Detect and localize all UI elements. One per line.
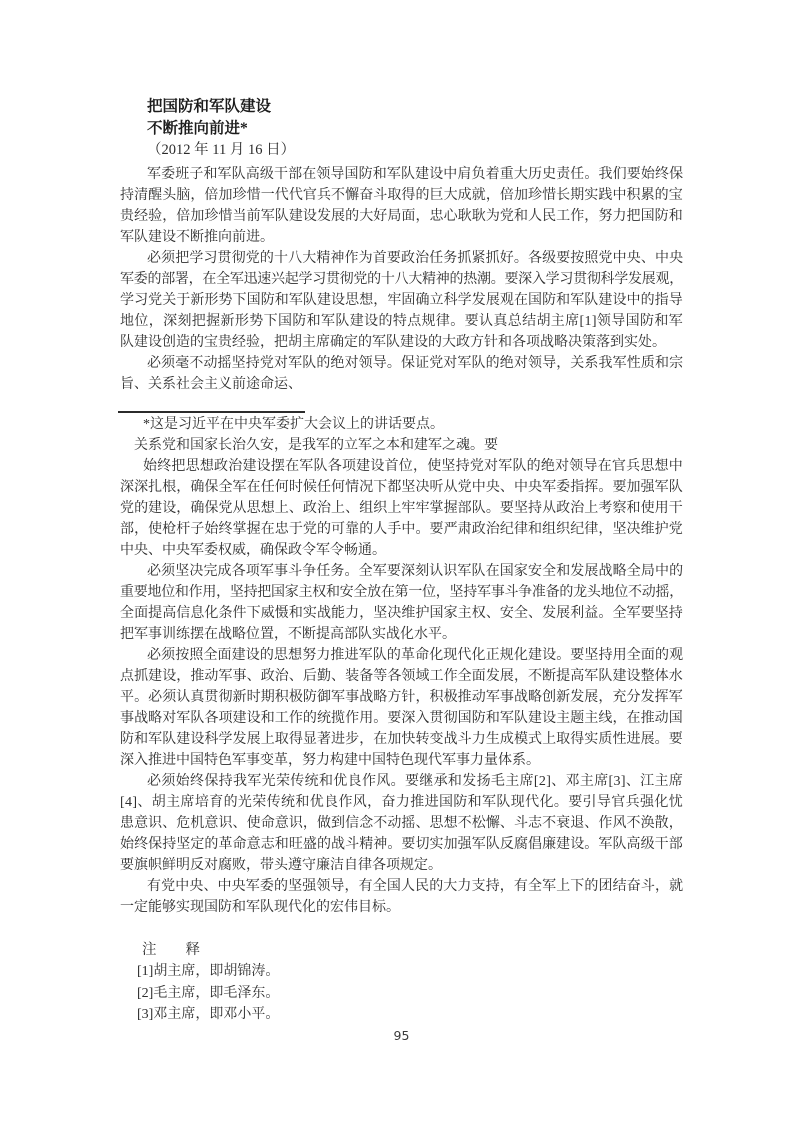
text-line: 必须坚决完成各项军事斗争任务。全军要深刻认识军队在国家安全和发展战略全局中的 <box>147 564 684 579</box>
notes-list <box>120 961 683 1026</box>
text-line: 一定能够实现国防和军队现代化的宏伟目标。 <box>120 900 400 915</box>
note-item: [2]毛主席，即毛泽东。 <box>137 985 280 1001</box>
text-line: 部，使枪杆子始终掌握在忠于党的可靠的人手中。要严肃政治纪律和组织纪律，坚决维护党 <box>120 522 683 537</box>
text-line: 把军事训练摆在战略位置，不断提高部队实战化水平。 <box>120 627 456 642</box>
document-date: （2012 年 11 月 16 日） <box>147 142 296 158</box>
text-line: 队建设创造的宝贵经验，把胡主席确定的军队建设的大政方针和各项战略决策落到实处。 <box>120 335 666 350</box>
text-line: *这是习近平在中央军委扩大会议上的讲话要点。 <box>143 417 444 432</box>
body-text-lower <box>120 414 683 918</box>
text-block <box>120 96 683 1026</box>
text-line: 患意识、危机意识、使命意识，做到信念不动摇、思想不松懈、斗志不衰退、作风不涣散， <box>120 816 683 831</box>
text-line: 关系党和国家长治久安，是我军的立军之本和建军之魂。要 <box>134 438 498 453</box>
text-line: 要旗帜鲜明反对腐败，带头遵守廉洁自律各项规定。 <box>120 858 442 873</box>
text-line: 始终保持坚定的革命意志和旺盛的战斗精神。要切实加强军队反腐倡廉建设。军队高级干部 <box>120 837 683 852</box>
text-line: 点抓建设，推动军事、政治、后勤、装备等各领域工作全面发展，不断提高军队建设整体水 <box>120 669 683 684</box>
notes-section <box>120 940 683 1026</box>
text-line: 党的建设，确保党从思想上、政治上、组织上牢牢掌握部队。要坚持从政治上考察和使用干 <box>120 501 683 516</box>
document-title-line-2: 不断推向前进* <box>147 119 248 137</box>
text-line: 地位，深刻把握新形势下国防和军队建设的特点规律。要认真总结胡主席[1]领导国防和军 <box>120 314 684 329</box>
footnote-separator <box>118 411 305 413</box>
text-line: 旨、关系社会主义前途命运、 <box>120 377 302 392</box>
text-line: 始终把思想政治建设摆在军队各项建设首位，使坚持党对军队的绝对领导在官兵思想中 <box>143 459 683 474</box>
text-line: 必须毫不动摇坚持党对军队的绝对领导。保证党对军队的绝对领导，关系我军性质和宗 <box>147 356 684 371</box>
text-line: 防和军队建设科学发展上取得显著进步，在加快转变战斗力生成模式上取得实质性进展。要 <box>120 732 683 747</box>
text-line: 贵经验，倍加珍惜当前军队建设发展的大好局面，忠心耿耿为党和人民工作，努力把国防和 <box>120 209 683 224</box>
document-title-line-1: 把国防和军队建设 <box>147 98 272 115</box>
note-item: [1]胡主席，即胡锦涛。 <box>137 964 280 979</box>
text-line: 事战略对军队各项建设和工作的统揽作用。要深入贯彻国防和军队建设主题主线，在推动国 <box>120 711 683 726</box>
text-line: 必须始终保持我军光荣传统和优良作风。要继承和发扬毛主席[2]、邓主席[3]、江主席 <box>147 774 684 789</box>
text-line: 重要地位和作用，坚持把国家主权和安全放在第一位，坚持军事斗争准备的龙头地位不动摇， <box>120 585 683 600</box>
text-line: 学习党关于新形势下国防和军队建设思想，牢固确立科学发展观在国防和军队建设中的指导 <box>120 293 683 308</box>
text-line: 有党中央、中央军委的坚强领导，有全国人民的大力支持，有全军上下的团结奋斗，就 <box>147 879 684 894</box>
text-line: 军委的部署，在全军迅速兴起学习贯彻党的十八大精神的热潮。要深入学习贯彻科学发展观， <box>120 272 683 287</box>
text-line: 持清醒头脑，倍加珍惜一代代官兵不懈奋斗取得的巨大成就，倍加珍惜长期实践中积累的宝 <box>120 188 683 203</box>
text-line: 全面提高信息化条件下威慑和实战能力，坚决维护国家主权、安全、发展利益。全军要坚持 <box>120 606 683 621</box>
body-text-upper <box>120 164 683 395</box>
text-line: 军委班子和军队高级干部在领导国防和军队建设中肩负着重大历史责任。我们要始终保 <box>147 167 684 182</box>
note-item: [3]邓主席，即邓小平。 <box>137 1007 280 1022</box>
text-line: 中央、中央军委权威，确保政令军令畅通。 <box>120 543 386 558</box>
text-line: 军队建设不断推向前进。 <box>120 230 274 245</box>
text-line: 必须把学习贯彻党的十八大精神作为首要政治任务抓紧抓好。各级要按照党中央、中央 <box>147 251 684 266</box>
text-line: 深入推进中国特色军事变革，努力构建中国特色现代军事力量体系。 <box>120 753 540 768</box>
page-number: 95 <box>393 1028 410 1043</box>
notes-heading: 注 释 <box>142 942 200 958</box>
text-line: 深深扎根，确保全军在任何时候任何情况下都坚决听从党中央、中央军委指挥。要加强军队 <box>120 480 683 495</box>
text-line: 平。必须认真贯彻新时期积极防御军事战略方针，积极推动军事战略创新发展，充分发挥军 <box>120 690 683 705</box>
text-line: 必须按照全面建设的思想努力推进军队的革命化现代化正规化建设。要坚持用全面的观 <box>147 648 684 663</box>
text-line: [4]、胡主席培育的光荣传统和优良作风，奋力推进国防和军队现代化。要引导官兵强化忧 <box>120 795 684 810</box>
